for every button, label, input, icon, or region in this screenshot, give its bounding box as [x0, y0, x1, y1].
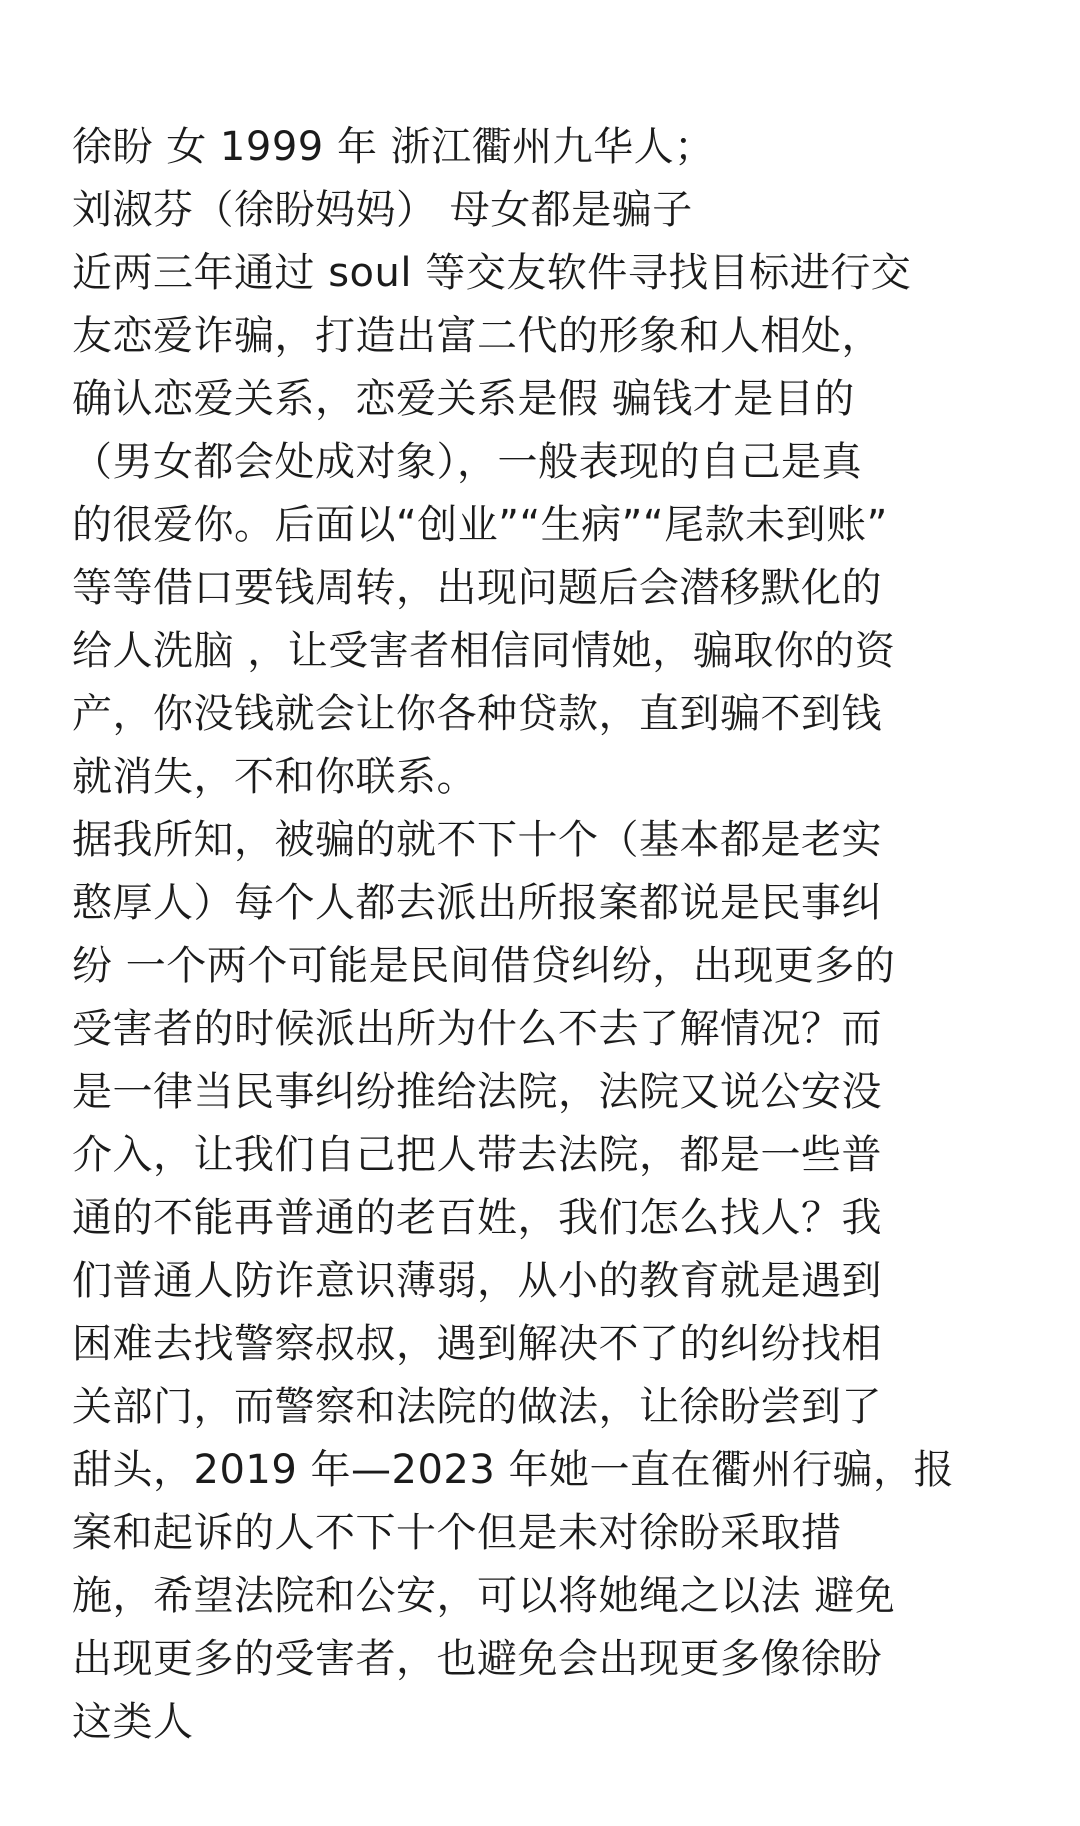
document-text: [72, 116, 1022, 1754]
text-line-5: 确认恋爱关系，恋爱关系是假 骗钱才是目的: [72, 376, 855, 422]
text-line-25: 出现更多的受害者，也避免会出现更多像徐盼: [72, 1636, 882, 1682]
text-line-7: 的很爱你。后面以“创业”“生病”“尾款未到账”: [72, 502, 888, 548]
text-line-9: 给人洗脑 ，让受害者相信同情她，骗取你的资: [72, 628, 896, 674]
text-line-18: 通的不能再普通的老百姓，我们怎么找人？我: [72, 1195, 882, 1241]
text-line-12: 据我所知，被骗的就不下十个（基本都是老实: [72, 817, 882, 863]
text-line-19: 们普通人防诈意识薄弱，从小的教育就是遇到: [72, 1258, 882, 1304]
text-line-24: 施，希望法院和公安，可以将她绳之以法 避免: [72, 1573, 896, 1619]
text-line-20: 困难去找警察叔叔，遇到解决不了的纠纷找相: [72, 1321, 882, 1367]
text-line-3: 近两三年通过 soul 等交友软件寻找目标进行交: [72, 250, 912, 296]
text-line-14: 纷 一个两个可能是民间借贷纠纷，出现更多的: [72, 943, 896, 989]
text-line-16: 是一律当民事纠纷推给法院，法院又说公安没: [72, 1069, 882, 1115]
text-line-1: 徐盼 女 1999 年 浙江衢州九华人；: [72, 124, 715, 170]
text-line-21: 关部门，而警察和法院的做法，让徐盼尝到了: [72, 1384, 882, 1430]
text-line-23: 案和起诉的人不下十个但是未对徐盼采取措: [72, 1510, 842, 1556]
text-line-22: 甜头，2019 年—2023 年她一直在衢州行骗，报: [72, 1447, 955, 1493]
text-line-11: 就消失，不和你联系。: [72, 754, 477, 800]
text-line-17: 介入，让我们自己把人带去法院，都是一些普: [72, 1132, 882, 1178]
text-line-10: 产，你没钱就会让你各种贷款，直到骗不到钱: [72, 691, 882, 737]
text-line-26: 这类人: [72, 1699, 194, 1745]
text-line-13: 憨厚人）每个人都去派出所报案都说是民事纠: [72, 880, 882, 926]
text-line-4: 友恋爱诈骗，打造出富二代的形象和人相处，: [72, 313, 882, 359]
text-line-15: 受害者的时候派出所为什么不去了解情况？而: [72, 1006, 882, 1052]
text-line-8: 等等借口要钱周转，出现问题后会潜移默化的: [72, 565, 882, 611]
text-line-2: 刘淑芬（徐盼妈妈） 母女都是骗子: [72, 187, 693, 233]
text-line-6: （男女都会处成对象），一般表现的自己是真: [72, 439, 862, 485]
